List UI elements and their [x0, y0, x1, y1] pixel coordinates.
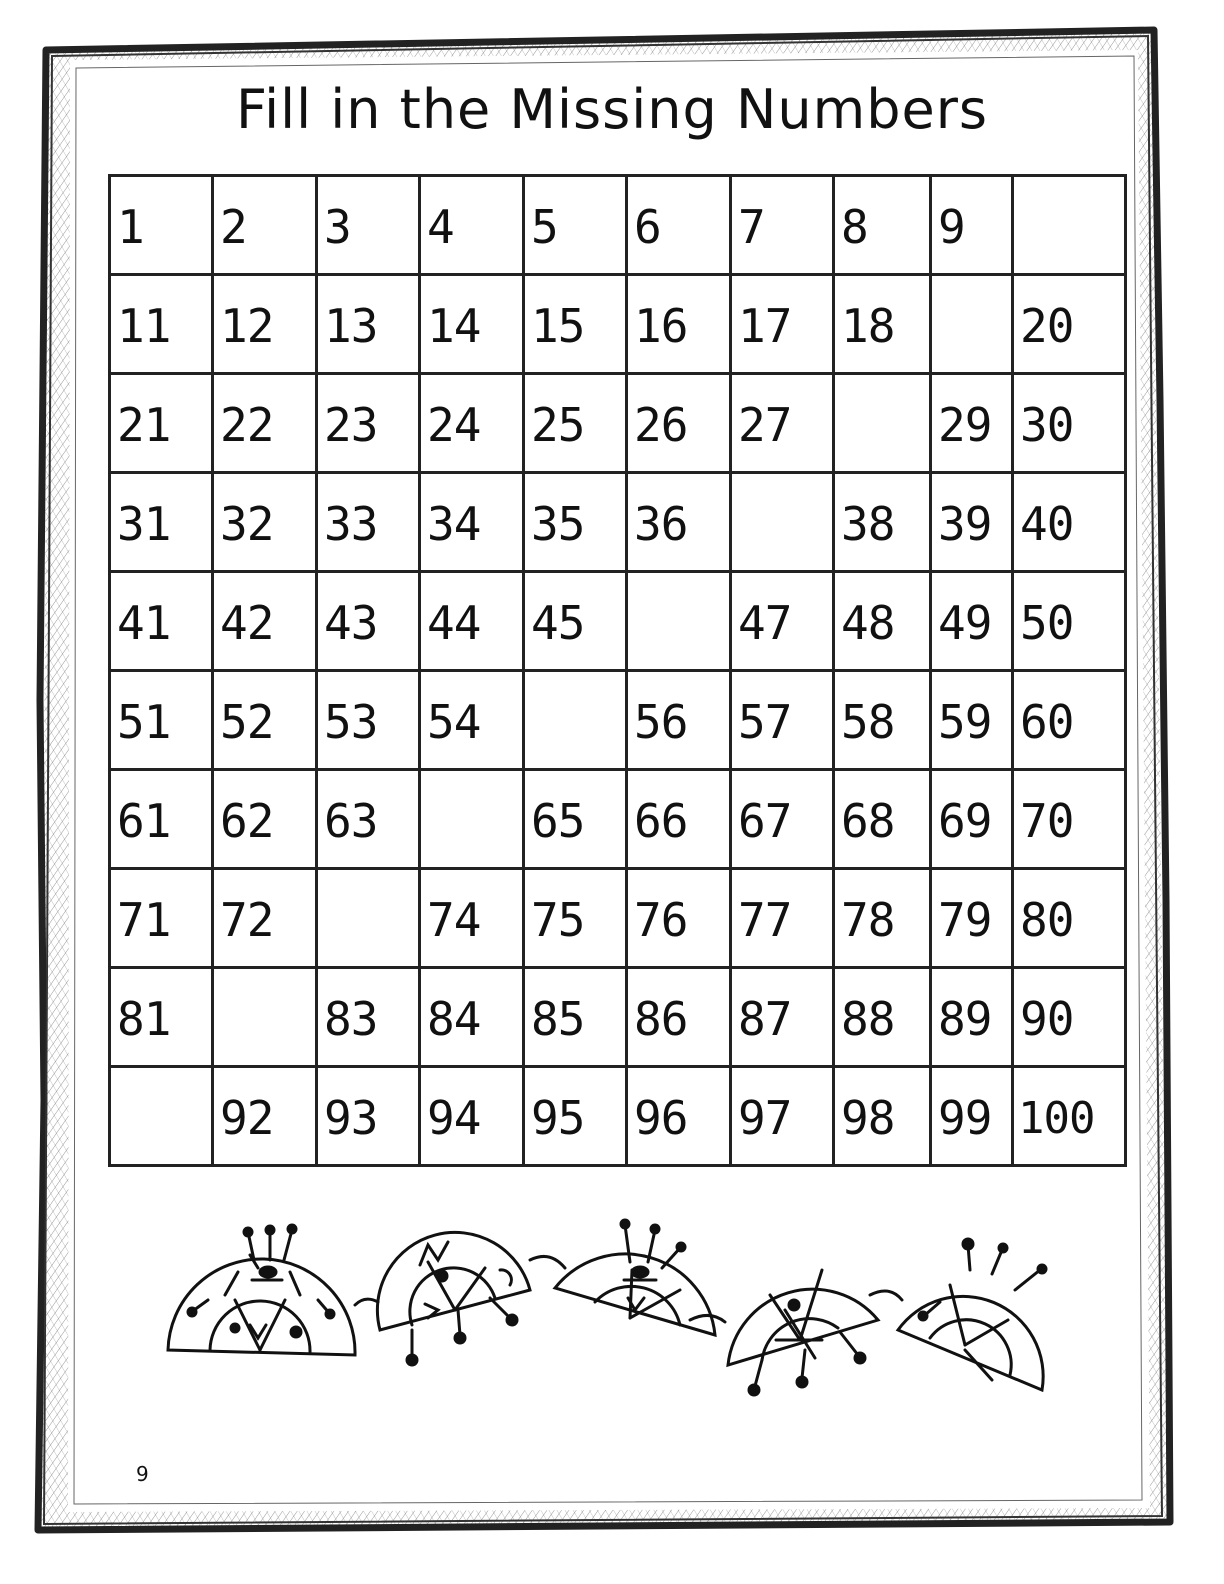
number-cell: 1 [111, 177, 214, 276]
blank-cell[interactable] [732, 474, 835, 573]
ladybug-icon-3 [530, 1220, 715, 1335]
number-cell: 72 [214, 870, 318, 969]
number-cell: 100 [1014, 1068, 1127, 1167]
ladybug-icon-5 [870, 1239, 1046, 1390]
number-cell: 59 [932, 672, 1014, 771]
blank-cell[interactable] [525, 672, 628, 771]
blank-cell[interactable] [421, 771, 525, 870]
number-cell: 31 [111, 474, 214, 573]
number-cell: 51 [111, 672, 214, 771]
number-cell: 81 [111, 969, 214, 1068]
ladybug-icon-4 [690, 1270, 878, 1395]
number-cell: 30 [1014, 375, 1127, 474]
number-cell: 74 [421, 870, 525, 969]
number-cell: 71 [111, 870, 214, 969]
number-cell: 22 [214, 375, 318, 474]
number-cell: 68 [835, 771, 932, 870]
number-cell: 63 [318, 771, 421, 870]
number-cell: 76 [628, 870, 732, 969]
number-cell: 69 [932, 771, 1014, 870]
number-cell: 4 [421, 177, 525, 276]
number-cell: 66 [628, 771, 732, 870]
number-cell: 98 [835, 1068, 932, 1167]
number-cell: 89 [932, 969, 1014, 1068]
number-cell: 27 [732, 375, 835, 474]
number-cell: 50 [1014, 573, 1127, 672]
number-cell: 40 [1014, 474, 1127, 573]
number-cell: 38 [835, 474, 932, 573]
page-title: Fill in the Missing Numbers [235, 78, 989, 141]
number-cell: 41 [111, 573, 214, 672]
blank-cell[interactable] [318, 870, 421, 969]
number-cell: 5 [525, 177, 628, 276]
number-cell: 7 [732, 177, 835, 276]
number-cell: 23 [318, 375, 421, 474]
number-cell: 52 [214, 672, 318, 771]
number-cell: 85 [525, 969, 628, 1068]
number-cell: 34 [421, 474, 525, 573]
number-cell: 53 [318, 672, 421, 771]
number-cell: 36 [628, 474, 732, 573]
number-cell: 48 [835, 573, 932, 672]
number-cell: 39 [932, 474, 1014, 573]
number-cell: 9 [932, 177, 1014, 276]
number-cell: 99 [932, 1068, 1014, 1167]
blank-cell[interactable] [111, 1068, 214, 1167]
number-cell: 77 [732, 870, 835, 969]
number-cell: 92 [214, 1068, 318, 1167]
number-cell: 26 [628, 375, 732, 474]
number-cell: 15 [525, 276, 628, 375]
number-cell: 8 [835, 177, 932, 276]
number-cell: 11 [111, 276, 214, 375]
ladybug-icon-2 [355, 1232, 530, 1365]
number-cell: 86 [628, 969, 732, 1068]
number-cell: 90 [1014, 969, 1127, 1068]
number-cell: 44 [421, 573, 525, 672]
ladybug-illustration [150, 1210, 1070, 1410]
number-cell: 24 [421, 375, 525, 474]
blank-cell[interactable] [835, 375, 932, 474]
number-cell: 18 [835, 276, 932, 375]
number-cell: 84 [421, 969, 525, 1068]
blank-cell[interactable] [932, 276, 1014, 375]
number-cell: 70 [1014, 771, 1127, 870]
number-cell: 83 [318, 969, 421, 1068]
number-cell: 54 [421, 672, 525, 771]
number-cell: 75 [525, 870, 628, 969]
number-cell: 42 [214, 573, 318, 672]
number-cell: 20 [1014, 276, 1127, 375]
number-cell: 32 [214, 474, 318, 573]
blank-cell[interactable] [1014, 177, 1127, 276]
number-cell: 78 [835, 870, 932, 969]
number-cell: 43 [318, 573, 421, 672]
number-cell: 95 [525, 1068, 628, 1167]
number-cell: 65 [525, 771, 628, 870]
number-cell: 2 [214, 177, 318, 276]
number-cell: 47 [732, 573, 835, 672]
number-cell: 6 [628, 177, 732, 276]
number-cell: 29 [932, 375, 1014, 474]
number-cell: 56 [628, 672, 732, 771]
number-cell: 87 [732, 969, 835, 1068]
number-cell: 88 [835, 969, 932, 1068]
number-cell: 45 [525, 573, 628, 672]
number-cell: 58 [835, 672, 932, 771]
number-cell: 21 [111, 375, 214, 474]
number-cell: 35 [525, 474, 628, 573]
number-cell: 80 [1014, 870, 1127, 969]
number-cell: 61 [111, 771, 214, 870]
number-cell: 14 [421, 276, 525, 375]
number-cell: 33 [318, 474, 421, 573]
number-cell: 79 [932, 870, 1014, 969]
number-cell: 97 [732, 1068, 835, 1167]
number-cell: 49 [932, 573, 1014, 672]
number-cell: 3 [318, 177, 421, 276]
number-cell: 96 [628, 1068, 732, 1167]
page-number: 9 [136, 1462, 149, 1486]
blank-cell[interactable] [214, 969, 318, 1068]
number-cell: 60 [1014, 672, 1127, 771]
number-cell: 62 [214, 771, 318, 870]
number-cell: 12 [214, 276, 318, 375]
number-cell: 16 [628, 276, 732, 375]
ladybug-icon-1 [168, 1225, 355, 1355]
number-cell: 17 [732, 276, 835, 375]
number-cell: 93 [318, 1068, 421, 1167]
blank-cell[interactable] [628, 573, 732, 672]
number-cell: 25 [525, 375, 628, 474]
number-cell: 94 [421, 1068, 525, 1167]
number-cell: 67 [732, 771, 835, 870]
number-cell: 13 [318, 276, 421, 375]
hundreds-chart-grid [108, 174, 1127, 1167]
number-cell: 57 [732, 672, 835, 771]
